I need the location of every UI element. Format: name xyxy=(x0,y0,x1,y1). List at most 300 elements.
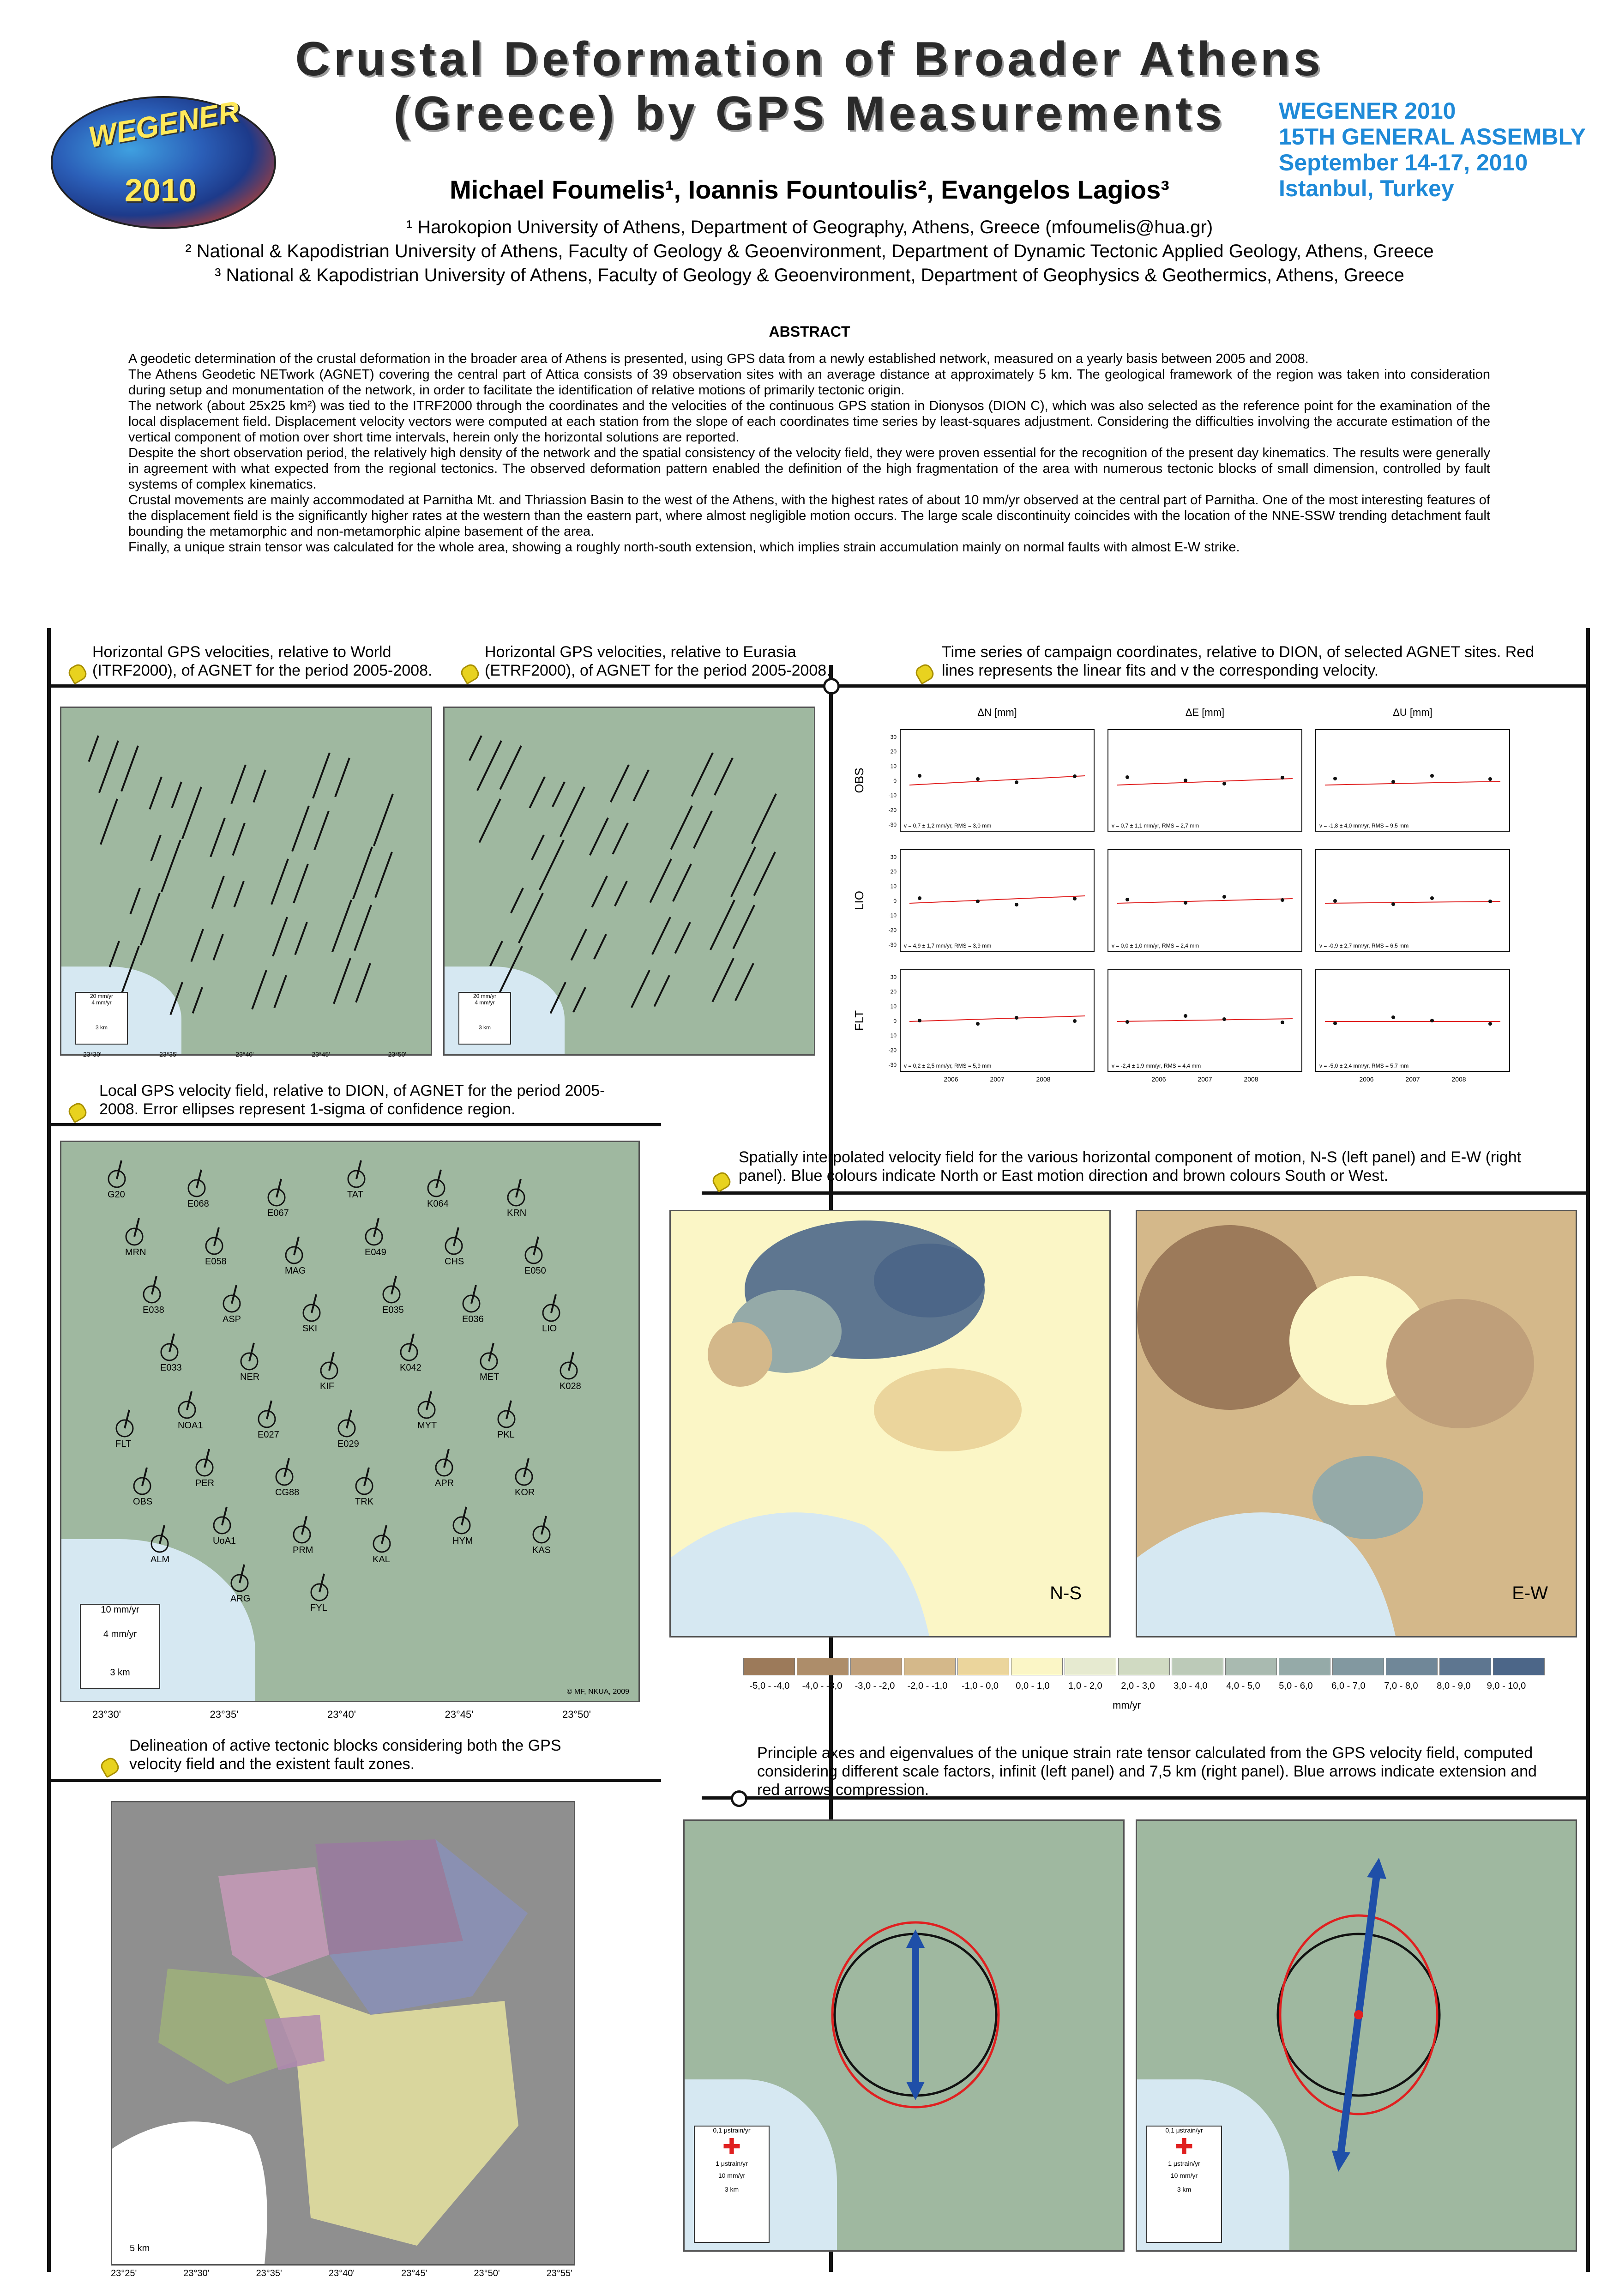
station-label: PRM xyxy=(293,1545,313,1555)
velocity-vector xyxy=(182,787,201,839)
velocity-vector xyxy=(271,859,288,905)
velocity-vector xyxy=(160,1525,164,1544)
compression-arrow-icon: ✚ xyxy=(1174,2135,1194,2159)
colorbar-label: 2,0 - 3,0 xyxy=(1121,1681,1155,1691)
velocity-vector xyxy=(712,958,734,1002)
ts-ytick: 0 xyxy=(893,778,897,784)
ts-point xyxy=(1488,1022,1492,1026)
caption-itrf: Horizontal GPS velocities, relative to World (ITRF2000), of AGNET for the period 2005-2008. xyxy=(92,643,433,679)
ts-ytick: -10 xyxy=(888,912,897,919)
frame-right-line xyxy=(1586,628,1590,2272)
colorbar-swatch xyxy=(743,1658,795,1675)
ts-point xyxy=(1125,775,1129,779)
affiliation-2: ² National & Kapodistrian University of Athens, Faculty of Geology & Geoenvironment, Department of Dynamic Tectonic Applied Geology, Athens, Greece xyxy=(185,241,1434,261)
velocity-vector xyxy=(469,736,481,761)
velocity-vector xyxy=(573,987,585,1012)
ts-ytick: -20 xyxy=(888,1047,897,1054)
velocity-vector xyxy=(374,794,393,846)
velocity-vector xyxy=(130,888,140,914)
colorbar-swatch xyxy=(850,1658,902,1675)
velocity-vector xyxy=(633,770,649,801)
velocity-vector xyxy=(540,840,564,890)
ts-point xyxy=(1184,779,1187,782)
velocity-vector xyxy=(516,1179,521,1197)
ts-point xyxy=(976,900,980,903)
ts-point xyxy=(1333,899,1337,903)
colorbar-label: 6,0 - 7,0 xyxy=(1331,1681,1366,1691)
ts-point xyxy=(1073,1019,1077,1023)
velocity-vector xyxy=(169,1334,174,1352)
lon-tick: 23°45' xyxy=(312,1051,330,1058)
colorbar-swatch xyxy=(1011,1658,1063,1675)
station-label: E050 xyxy=(524,1266,546,1276)
velocity-vector xyxy=(252,970,266,1009)
ts-ytick: 30 xyxy=(890,854,897,860)
abstract-paragraph: A geodetic determination of the crustal deformation in the broader area of Athens is presented, using GPS data from a newly established network, measured on a yearly basis between 2005 and 2008. xyxy=(128,351,1309,366)
velocity-vector xyxy=(170,982,182,1015)
ns-field xyxy=(671,1211,1109,1636)
velocity-vector xyxy=(489,1343,494,1361)
lon-tick: 23°40' xyxy=(327,1709,356,1720)
affiliation-3: ³ National & Kapodistrian University of Athens, Faculty of Geology & Geoenvironment, Department of Geophysics & Geothermics, Athens, Greece xyxy=(215,265,1404,285)
station-label: MYT xyxy=(417,1420,437,1431)
ts-point xyxy=(1333,777,1337,780)
velocity-vector xyxy=(356,1160,361,1179)
ts-ytick: 20 xyxy=(890,988,897,995)
velocity-vector xyxy=(120,946,139,998)
ts-ytick: -10 xyxy=(888,792,897,799)
ns-label: N-S xyxy=(1050,1583,1082,1603)
velocity-vector xyxy=(150,777,162,809)
pin-icon xyxy=(98,1755,121,1778)
velocity-vector xyxy=(409,1334,414,1352)
ts-ytick: 20 xyxy=(890,748,897,755)
station-label: E029 xyxy=(337,1439,359,1449)
map-ew xyxy=(1136,1210,1577,1637)
ts-point xyxy=(1391,780,1395,784)
ts-column-header: ΔN [mm] xyxy=(977,707,1017,718)
ts-point xyxy=(1125,898,1129,901)
velocity-vector xyxy=(277,1179,281,1197)
authors: Michael Foumelis¹, Ioannis Fountoulis², Evangelos Lagios³ xyxy=(450,175,1169,204)
divider-local xyxy=(47,1123,661,1126)
velocity-vector xyxy=(733,905,754,949)
velocity-vector xyxy=(652,917,670,955)
lon-axis xyxy=(83,1051,406,1058)
divider-dot xyxy=(823,678,840,695)
ts-ytick: -30 xyxy=(888,942,897,948)
station-label: ALM xyxy=(150,1554,170,1565)
ts-point xyxy=(1184,901,1187,905)
ts-ytick: 30 xyxy=(890,734,897,740)
ts-point xyxy=(1015,780,1018,784)
ts-plot-frame xyxy=(1108,730,1302,831)
ts-ytick: -20 xyxy=(888,807,897,814)
velocity-vector xyxy=(673,864,691,901)
velocity-vector xyxy=(172,782,181,808)
pin-icon xyxy=(66,662,89,684)
map-blocks xyxy=(111,1801,575,2266)
credit: © MF, NKUA, 2009 xyxy=(566,1688,629,1696)
caption-local: Local GPS velocity field, relative to DION, of AGNET for the period 2005-2008. Error ellipses represent 1-sigma of confidence region. xyxy=(99,1082,605,1118)
ts-point xyxy=(1015,903,1018,906)
velocity-vector xyxy=(462,1507,466,1525)
ts-point xyxy=(1391,1015,1395,1019)
velocity-vector xyxy=(364,1468,369,1486)
lon-tick: 23°45' xyxy=(401,2268,427,2278)
divider-blocks xyxy=(47,1779,661,1782)
ts-ytick: 10 xyxy=(890,883,897,890)
station-label: KAL xyxy=(373,1554,390,1565)
abstract-paragraph: Finally, a unique strain tensor was calculated for the whole area, showing a roughly north-south extension, which implies strain accumulation mainly on normal faults with almost E-W strike. xyxy=(128,540,1240,555)
divider-interp xyxy=(702,1191,1590,1195)
colorbar-swatch xyxy=(957,1658,1009,1675)
ts-point xyxy=(918,896,921,900)
velocity-vector xyxy=(332,900,351,952)
velocity-vector xyxy=(477,741,501,791)
compression-arrow-icon: ✚ xyxy=(722,2135,741,2159)
station-label: ASP xyxy=(223,1314,241,1324)
ts-point xyxy=(1125,1020,1129,1024)
abstract-body xyxy=(128,351,1490,555)
station-label: K064 xyxy=(427,1199,449,1209)
colorbar-label: -4,0 - -3,0 xyxy=(802,1681,843,1691)
strain-scale1: 0,1 μstrain/yr xyxy=(1165,2127,1203,2134)
velocity-vector xyxy=(191,929,203,961)
conference-line2: 15TH GENERAL ASSEMBLY xyxy=(1279,124,1586,150)
velocity-vector xyxy=(594,934,606,959)
velocity-vector xyxy=(569,1352,573,1371)
velocity-vector xyxy=(511,888,523,913)
ts-point xyxy=(1281,1021,1284,1024)
velocity-vector xyxy=(253,770,265,802)
scale-4: 4 mm/yr xyxy=(91,999,112,1006)
ts-xtick: 2007 xyxy=(990,1075,1005,1083)
velocity-vector xyxy=(752,794,776,844)
velocity-vector xyxy=(353,847,372,899)
scale-20: 20 mm/yr xyxy=(473,993,496,999)
poster-title-line2: (Greece) by GPS Measurements xyxy=(393,87,1226,140)
lon-tick: 23°35' xyxy=(256,2268,282,2278)
station-label: SKI xyxy=(302,1323,318,1334)
velocity-vector xyxy=(205,1449,209,1468)
velocity-vector xyxy=(675,922,690,954)
station-label: MET xyxy=(480,1372,500,1382)
scale-4: 4 mm/yr xyxy=(103,1629,137,1639)
station-label: TAT xyxy=(347,1190,363,1200)
map-strain-right xyxy=(1136,1819,1577,2252)
map-itrf xyxy=(60,707,432,1056)
ts-ytick: -20 xyxy=(888,927,897,934)
ts-xtick: 2008 xyxy=(1036,1075,1051,1083)
ts-velocity-label: v = 4,9 ± 1,7 mm/yr, RMS = 3,9 mm xyxy=(904,943,992,949)
velocity-vector xyxy=(234,881,244,907)
strain-legend xyxy=(1146,2126,1222,2243)
velocity-vector xyxy=(249,1343,254,1361)
station-label: NER xyxy=(240,1372,260,1382)
ts-plot-frame xyxy=(1316,850,1510,951)
velocity-vector xyxy=(710,900,734,950)
velocity-vector xyxy=(193,987,202,1013)
station-label: FYL xyxy=(310,1603,327,1613)
velocity-vector xyxy=(530,777,545,808)
colorbar-label: -2,0 - -1,0 xyxy=(907,1681,948,1691)
ts-point xyxy=(1430,774,1434,778)
velocity-vector xyxy=(312,1294,316,1313)
velocity-vector xyxy=(335,758,349,797)
ts-column-header: ΔU [mm] xyxy=(1393,707,1432,718)
ts-plot-frame xyxy=(900,850,1094,951)
station-label: APR xyxy=(435,1478,454,1488)
lon-tick: 23°30' xyxy=(83,1051,102,1058)
station-label: E067 xyxy=(267,1208,289,1218)
station-label: E035 xyxy=(382,1305,404,1315)
velocity-vector xyxy=(274,975,286,1008)
colorbar xyxy=(743,1658,1547,1675)
velocity-vector xyxy=(715,758,733,795)
ts-ytick: -30 xyxy=(888,822,897,828)
velocity-vector xyxy=(571,929,586,961)
station-label: LIO xyxy=(542,1323,557,1334)
velocity-vector xyxy=(524,1458,529,1477)
velocity-vector xyxy=(125,1410,129,1428)
strain-scale2: 1 μstrain/yr xyxy=(1168,2160,1200,2167)
divider-row1 xyxy=(47,684,1590,688)
colorbar-label: 3,0 - 4,0 xyxy=(1174,1681,1208,1691)
scale-legend xyxy=(75,992,128,1045)
ts-point xyxy=(976,1022,980,1026)
ts-ytick: -10 xyxy=(888,1032,897,1039)
ts-point xyxy=(1073,774,1077,778)
velocity-vector xyxy=(590,818,608,855)
colorbar-swatch xyxy=(1439,1658,1491,1675)
scale-legend xyxy=(80,1604,160,1689)
ts-point xyxy=(1281,898,1284,902)
station-label: ARG xyxy=(230,1594,251,1604)
ts-point xyxy=(1391,902,1395,906)
velocity-vector xyxy=(319,1574,324,1592)
velocity-vector xyxy=(506,1401,511,1419)
velocity-vector xyxy=(551,1294,556,1313)
colorbar-swatch xyxy=(1279,1658,1330,1675)
conference-line3: September 14-17, 2010 xyxy=(1279,150,1528,175)
ts-velocity-label: v = 0,7 ± 1,1 mm/yr, RMS = 2,7 mm xyxy=(1112,822,1199,829)
colorbar-unit: mm/yr xyxy=(1113,1699,1141,1711)
velocity-vector xyxy=(329,1352,334,1371)
velocity-vector xyxy=(471,1285,476,1304)
velocity-vector xyxy=(427,1391,431,1410)
lon-tick: 23°40' xyxy=(328,2268,355,2278)
station-label: E036 xyxy=(462,1314,484,1324)
velocity-vector xyxy=(611,765,629,802)
ts-point xyxy=(1222,782,1226,785)
velocity-vector xyxy=(214,1227,219,1246)
ts-plot-frame xyxy=(1316,970,1510,1071)
colorbar-label: -1,0 - 0,0 xyxy=(961,1681,999,1691)
timeseries-figure xyxy=(845,702,1528,1099)
velocity-vector xyxy=(490,941,502,966)
abstract-paragraph: Despite the short observation period, the relatively high density of the network and the spatial consistency of the velocity field, they were proven essential for the recognition of the present day kinematics. The results were generally in agreement with what expected from the regional tectonics. The observed deformation pattern enabled the definition of the high fragmentation of the area with numerous tectonic blocks of small dimension, controlled by fault systems of complex kinematics. xyxy=(128,446,1490,492)
logo-word: WEGENER xyxy=(86,94,242,154)
velocity-vector xyxy=(356,963,370,1003)
lon-axis-wide xyxy=(111,2268,572,2279)
velocity-vector xyxy=(233,823,245,855)
scale-km: 3 km xyxy=(724,2186,739,2193)
ts-point xyxy=(1488,900,1492,903)
caption-blocks: Delineation of active tectonic blocks considering both the GPS velocity field and the existent fault zones. xyxy=(129,1737,561,1773)
station-label: E027 xyxy=(258,1430,279,1440)
lon-axis xyxy=(92,1709,591,1721)
colorbar-swatch xyxy=(1225,1658,1277,1675)
station-label: E058 xyxy=(205,1257,227,1267)
ts-xtick: 2007 xyxy=(1405,1075,1420,1083)
ts-ytick: 10 xyxy=(890,763,897,770)
colorbar-swatch xyxy=(1172,1658,1223,1675)
velocity-vector xyxy=(109,941,119,967)
ts-xtick: 2006 xyxy=(1151,1075,1166,1083)
station-label: NOA1 xyxy=(178,1420,203,1431)
map-local xyxy=(60,1141,640,1702)
velocity-vector xyxy=(534,1237,538,1255)
station-label: FLT xyxy=(115,1439,132,1449)
ts-point xyxy=(918,1019,921,1022)
station-label: OBS xyxy=(133,1497,153,1507)
velocity-vector xyxy=(542,1516,546,1535)
velocity-vector xyxy=(294,864,308,903)
velocity-vector xyxy=(382,1525,386,1544)
station-label: G20 xyxy=(108,1190,125,1200)
velocity-vector xyxy=(754,852,775,896)
colorbar-label: 9,0 - 10,0 xyxy=(1487,1681,1526,1691)
scale-20: 20 mm/yr xyxy=(90,993,113,999)
ew-label: E-W xyxy=(1512,1583,1548,1603)
velocity-vector xyxy=(498,946,522,996)
frame-left-line xyxy=(47,628,51,2272)
pin-icon xyxy=(913,662,936,684)
velocity-vector xyxy=(632,970,650,1008)
ts-ytick: 0 xyxy=(893,898,897,904)
abstract-paragraph: The network (about 25x25 km²) was tied to the ITRF2000 through the coordinates and the velocities of the continuous GPS station in Dionysos (DION C), which was also selected as the reference point for the examination of the local displacement field. Displacement velocity vectors were computed at each station from the slope of each coordinates time series by least-squares adjustment. Considering the difficulties involving the accurate estimation of the vertical component of motion over short time intervals, herein only the horizontal solutions are reported. xyxy=(128,399,1490,445)
station-label: KIF xyxy=(320,1381,335,1391)
ts-ytick: 0 xyxy=(893,1018,897,1024)
lon-tick: 23°40' xyxy=(235,1051,254,1058)
map-etrf xyxy=(443,707,815,1056)
station-label: CG88 xyxy=(275,1487,300,1498)
velocity-vector xyxy=(613,823,628,854)
station-label: E049 xyxy=(365,1247,386,1257)
ts-velocity-label: v = 0,7 ± 1,2 mm/yr, RMS = 3,0 mm xyxy=(904,822,992,829)
velocity-vector xyxy=(314,811,329,850)
divider-dot xyxy=(731,1790,747,1807)
velocity-vector xyxy=(650,859,671,903)
ts-xtick: 2008 xyxy=(1244,1075,1258,1083)
station-label: PER xyxy=(195,1478,215,1488)
ts-ytick: 30 xyxy=(890,974,897,980)
colorbar-swatch xyxy=(797,1658,849,1675)
velocity-vector xyxy=(152,1276,156,1294)
velocity-vector xyxy=(284,1458,289,1477)
velocity-vector xyxy=(692,753,713,797)
velocity-vector xyxy=(654,975,669,1007)
velocity-vector xyxy=(500,746,521,790)
velocity-vector xyxy=(553,782,565,807)
abstract-heading: ABSTRACT xyxy=(769,323,850,340)
ts-point xyxy=(1222,1017,1226,1021)
colorbar-label: 8,0 - 9,0 xyxy=(1437,1681,1471,1691)
velocity-vector xyxy=(151,835,161,861)
velocity-vector xyxy=(213,934,223,960)
colorbar-swatch xyxy=(1118,1658,1170,1675)
station-label: PKL xyxy=(497,1430,515,1440)
strain-scale2: 1 μstrain/yr xyxy=(716,2160,748,2167)
velocity-vector xyxy=(134,1218,139,1237)
velocity-vector xyxy=(374,1218,379,1237)
pin-icon xyxy=(66,1100,89,1123)
velocity-vector xyxy=(615,881,627,906)
velocity-vector xyxy=(101,799,117,845)
station-label: MRN xyxy=(125,1247,146,1257)
velocity-vector xyxy=(231,765,246,804)
station-label: KRN xyxy=(507,1208,527,1218)
colorbar-label: -5,0 - -4,0 xyxy=(749,1681,790,1691)
velocity-vector xyxy=(99,741,118,793)
velocity-vector xyxy=(197,1170,201,1188)
scale-km: 3 km xyxy=(478,1024,491,1031)
ts-point xyxy=(918,774,921,778)
velocity-vector xyxy=(222,1507,227,1525)
tectonic-blocks xyxy=(112,1802,574,2264)
scale-4: 4 mm/yr xyxy=(475,999,495,1006)
station-label: MAG xyxy=(285,1266,306,1276)
colorbar-label: 4,0 - 5,0 xyxy=(1226,1681,1260,1691)
ts-column-header: ΔE [mm] xyxy=(1185,707,1225,718)
scale-km: 3 km xyxy=(1177,2186,1192,2193)
lon-tick: 23°45' xyxy=(445,1709,474,1720)
colorbar-swatch xyxy=(1386,1658,1438,1675)
velocity-vector xyxy=(295,922,307,955)
velocity-vector xyxy=(121,746,138,792)
velocity-vector xyxy=(444,1449,449,1468)
station-label: HYM xyxy=(452,1536,473,1546)
scale-10: 10 mm/yr xyxy=(718,2172,746,2179)
ts-site-label: OBS xyxy=(852,767,866,793)
scale-km: 5 km xyxy=(126,2242,153,2255)
velocity-vector xyxy=(731,847,755,897)
colorbar-labels xyxy=(743,1681,1533,1692)
velocity-vector xyxy=(162,840,181,892)
station-label: E033 xyxy=(160,1363,182,1373)
velocity-vector xyxy=(117,1160,121,1179)
lon-tick: 23°25' xyxy=(111,2268,137,2278)
caption-strain: Principle axes and eigenvalues of the unique strain rate tensor calculated from the GPS velocity field, computed considering different scale factors, infinit (left panel) and 7,5 km (right panel). Blue arrows indicate extension and red arrows compression. xyxy=(757,1744,1537,1799)
lon-tick: 23°35' xyxy=(210,1709,239,1720)
velocity-vector xyxy=(375,852,392,898)
ts-point xyxy=(1015,1016,1018,1020)
abstract-paragraph: Crustal movements are mainly accommodated at Parnitha Mt. and Thriassion Basin to the west of the Athens, with the highest rates of about 10 mm/yr observed at the central part of Parnitha. One of the most interesting features of the displacement field is the significantly higher rates at the western than the eastern part, where almost negligible motion occurs. The large scale discontinuity coincides with the location of the NNE-SSW trending detachment fault bounding the metamorphic and non-metamorphic alpine basement of the area. xyxy=(128,493,1490,539)
caption-timeseries: Time series of campaign coordinates, relative to DION, of selected AGNET sites. Red lines represents the linear fits and v the corresponding velocity. xyxy=(942,643,1535,679)
ts-plot-frame xyxy=(1316,730,1510,831)
colorbar-swatch xyxy=(1332,1658,1384,1675)
ts-point xyxy=(1333,1021,1337,1025)
velocity-vector xyxy=(232,1285,236,1304)
scale-10: 10 mm/yr xyxy=(101,1605,139,1615)
lon-tick: 23°30' xyxy=(183,2268,210,2278)
velocity-vector xyxy=(212,876,224,908)
colorbar-label: 1,0 - 2,0 xyxy=(1068,1681,1102,1691)
velocity-vector xyxy=(240,1565,244,1583)
colorbar-label: 5,0 - 6,0 xyxy=(1279,1681,1313,1691)
ts-point xyxy=(1430,1019,1434,1022)
